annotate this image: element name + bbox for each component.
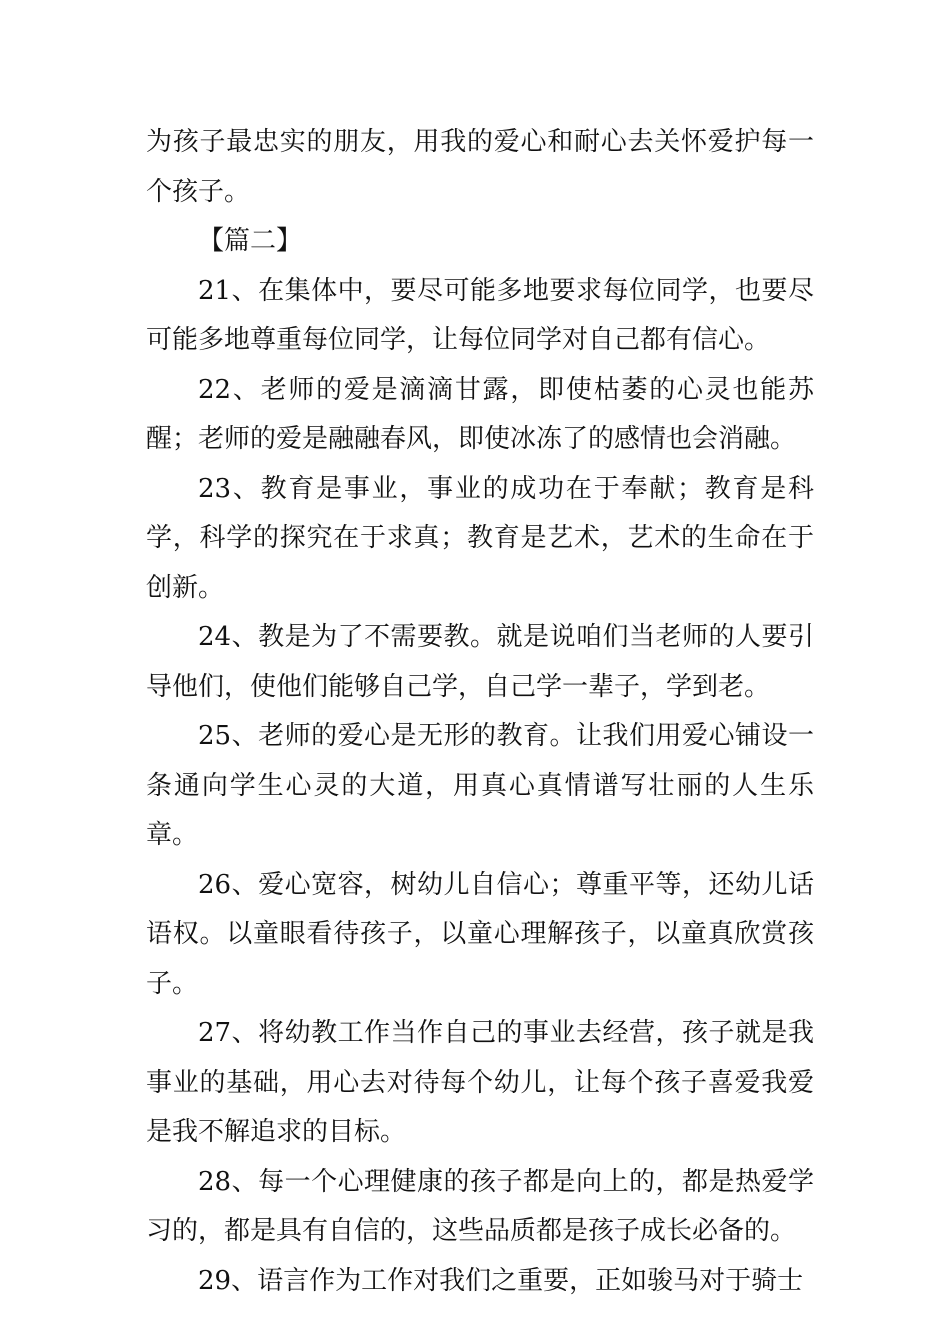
quote-paragraph: 29、语言作为工作对我们之重要，正如骏马对于骑士	[198, 1265, 804, 1296]
quote-paragraph: 28、每一个心理健康的孩子都是向上的，都是热爱学习的，都是具有自信的，这些品质都是孩子成长必备的。	[146, 1166, 814, 1246]
quote-paragraph: 25、老师的爱心是无形的教育。让我们用爱心铺设一条通向学生心灵的大道，用真心真情谱写壮丽的人生乐章。	[146, 721, 814, 850]
section-heading: 【篇二】	[198, 226, 303, 256]
quote-paragraph: 22、老师的爱是滴滴甘露，即使枯萎的心灵也能苏醒；老师的爱是融融春风，即使冰冻了的感情也会消融。	[146, 374, 814, 454]
quote-paragraph: 24、教是为了不需要教。就是说咱们当老师的人要引导他们，使他们能够自己学，自己学一辈子，学到老。	[146, 622, 814, 702]
quote-paragraph: 21、在集体中，要尽可能多地要求每位同学，也要尽可能多地尊重每位同学，让每位同学对自己都有信心。	[146, 275, 814, 355]
quote-paragraph: 26、爱心宽容，树幼儿自信心；尊重平等，还幼儿话语权。以童眼看待孩子，以童心理解孩子，以童真欣赏孩子。	[146, 869, 814, 999]
quote-paragraph: 27、将幼教工作当作自己的事业去经营，孩子就是我事业的基础，用心去对待每个幼儿，让每个孩子喜爱我爱是我不解追求的目标。	[146, 1018, 814, 1147]
quote-paragraph: 23、教育是事业，事业的成功在于奉献；教育是科学，科学的探究在于求真；教育是艺术，艺术的生命在于创新。	[146, 473, 814, 603]
document-body	[146, 118, 814, 1306]
paragraph-continuation: 为孩子最忠实的朋友，用我的爱心和耐心去关怀爱护每一个孩子。	[146, 127, 814, 207]
